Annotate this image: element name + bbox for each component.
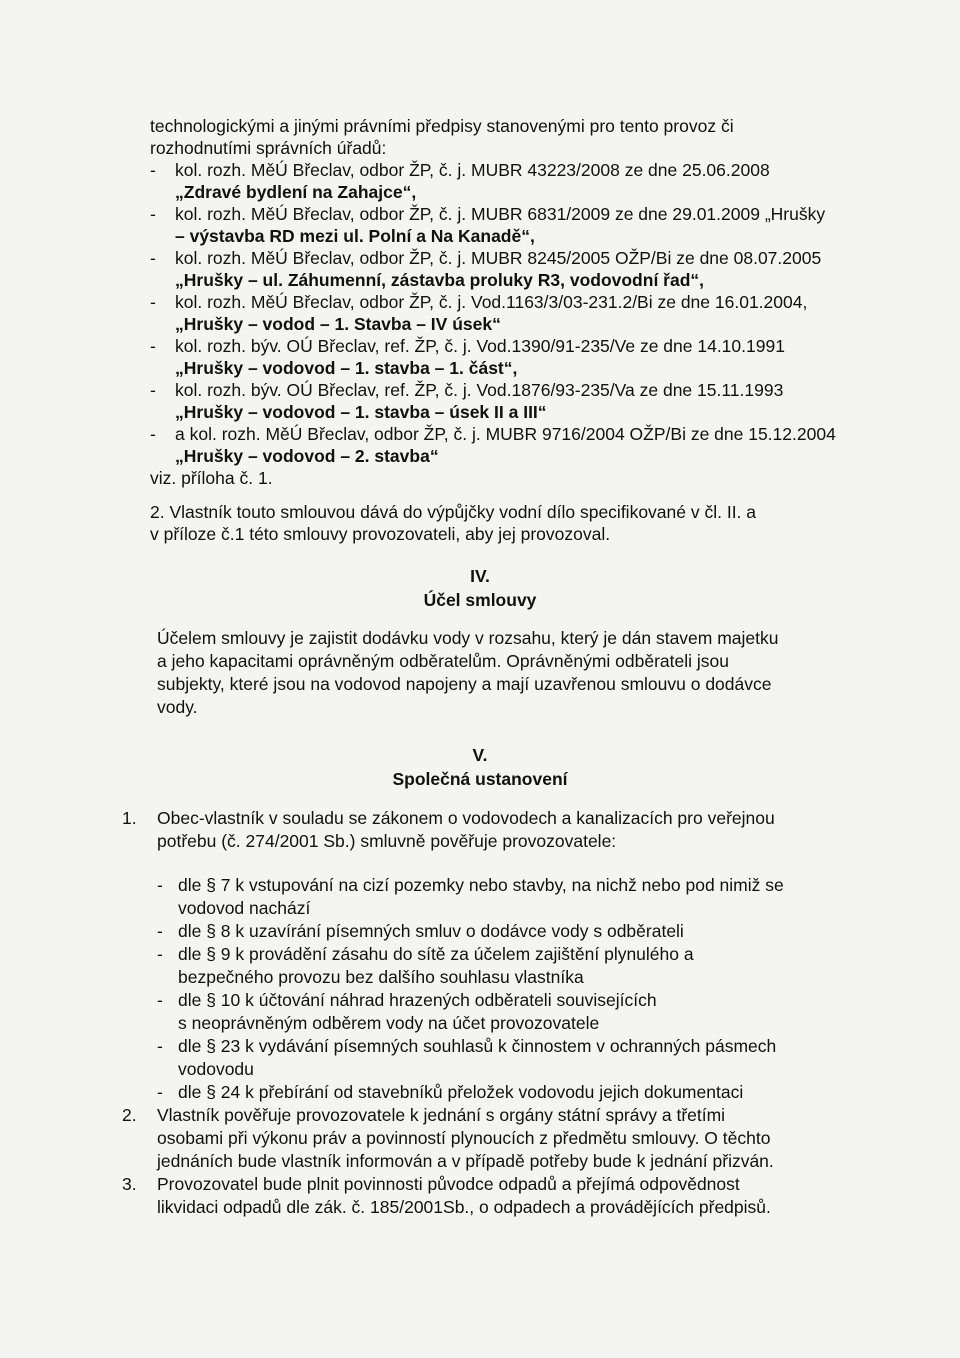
bullet-text: dle § 23 k vydávání písemných souhlasů k činnostem v ochranných pásmech bbox=[178, 1036, 777, 1056]
decision-name: „Hrušky – ul. Záhumenní, zástavba proluky R3, vodovodní řad“, bbox=[175, 270, 705, 290]
bullet-text: vodovod nachází bbox=[178, 898, 311, 918]
section-iv-number: IV. bbox=[470, 566, 490, 586]
decision-dash: - bbox=[150, 160, 156, 180]
section-v-number: V. bbox=[472, 745, 488, 765]
decision-name: „Hrušky – vodovod – 1. stavba – 1. část“, bbox=[175, 358, 518, 378]
bullet-text: bezpečného provozu bez dalšího souhlasu vlastníka bbox=[178, 967, 584, 987]
point-2-line-2: v příloze č.1 této smlouvy provozovateli, aby jej provozoval. bbox=[150, 524, 611, 544]
bullet-text: dle § 10 k účtování náhrad hrazených odběrateli souvisejících bbox=[178, 990, 657, 1010]
decision-dash: - bbox=[150, 336, 156, 356]
decision-ref: kol. rozh. MěÚ Břeclav, odbor ŽP, č. j. MUBR 43223/2008 ze dne 25.06.2008 bbox=[175, 160, 770, 180]
decision-dash: - bbox=[150, 248, 156, 268]
decision-name: „Zdravé bydlení na Zahajce“, bbox=[175, 182, 417, 202]
point-2-number: 2. bbox=[122, 1105, 137, 1125]
decision-ref: a kol. rozh. MěÚ Břeclav, odbor ŽP, č. j. MUBR 9716/2004 OŽP/Bi ze dne 15.12.2004 bbox=[175, 424, 836, 444]
decision-ref: kol. rozh. MěÚ Břeclav, odbor ŽP, č. j. MUBR 8245/2005 OŽP/Bi ze dne 08.07.2005 bbox=[175, 248, 822, 268]
bullet-dash: - bbox=[157, 944, 163, 964]
decision-dash: - bbox=[150, 292, 156, 312]
bullet-dash: - bbox=[157, 1036, 163, 1056]
section-iv-line-2: a jeho kapacitami oprávněným odběratelům. Oprávněnými odběrateli jsou bbox=[157, 651, 729, 671]
bullet-dash: - bbox=[157, 1082, 163, 1102]
section-iv-line-1: Účelem smlouvy je zajistit dodávku vody v rozsahu, který je dán stavem majetku bbox=[157, 628, 779, 648]
bullet-text: vodovodu bbox=[178, 1059, 254, 1079]
bullet-dash: - bbox=[157, 990, 163, 1010]
decision-ref: kol. rozh. býv. OÚ Břeclav, ref. ŽP, č. j. Vod.1390/91-235/Ve ze dne 14.10.1991 bbox=[175, 336, 785, 356]
point-3-number: 3. bbox=[122, 1174, 137, 1194]
section-v-title: Společná ustanovení bbox=[392, 769, 568, 789]
decision-ref: kol. rozh. MěÚ Břeclav, odbor ŽP, č. j. Vod.1163/3/03-231.2/Bi ze dne 16.01.2004, bbox=[175, 292, 808, 312]
intro-line-2: rozhodnutími správních úřadů: bbox=[150, 138, 387, 158]
decision-name: – výstavba RD mezi ul. Polní a Na Kanadě“, bbox=[175, 226, 535, 246]
point-2-text: jednáních bude vlastník informován a v případě potřeby bude k jednání přizván. bbox=[157, 1151, 774, 1171]
point-2-line-1: 2. Vlastník touto smlouvou dává do výpůjčky vodní dílo specifikované v čl. II. a bbox=[150, 502, 757, 522]
decision-name: „Hrušky – vodovod – 2. stavba“ bbox=[175, 446, 439, 466]
point-1-number: 1. bbox=[122, 808, 137, 828]
point-2-text: Vlastník pověřuje provozovatele k jednání s orgány státní správy a třetími bbox=[157, 1105, 726, 1125]
bullet-text: dle § 7 k vstupování na cizí pozemky nebo stavby, na nichž nebo pod nimiž se bbox=[178, 875, 784, 895]
point-3-text: likvidaci odpadů dle zák. č. 185/2001Sb., o odpadech a provádějících předpisů. bbox=[157, 1197, 771, 1217]
point-1-line-2: potřebu (č. 274/2001 Sb.) smluvně pověřuje provozovatele: bbox=[157, 831, 617, 851]
decision-name: „Hrušky – vodovod – 1. stavba – úsek II a III“ bbox=[175, 402, 547, 422]
point-2-text: osobami při výkonu práv a povinností plynoucích z předmětu smlouvy. O těchto bbox=[157, 1128, 771, 1148]
bullet-dash: - bbox=[157, 921, 163, 941]
intro-line-1: technologickými a jinými právními předpisy stanovenými pro tento provoz či bbox=[150, 116, 734, 136]
bullet-dash: - bbox=[157, 875, 163, 895]
decision-name: „Hrušky – vodod – 1. Stavba – IV úsek“ bbox=[175, 314, 501, 334]
annex-reference: viz. příloha č. 1. bbox=[150, 468, 273, 488]
bullet-text: dle § 24 k přebírání od stavebníků přeložek vodovodu jejich dokumentaci bbox=[178, 1082, 744, 1102]
bullet-text: dle § 8 k uzavírání písemných smluv o dodávce vody s odběrateli bbox=[178, 921, 684, 941]
point-1-line-1: Obec-vlastník v souladu se zákonem o vodovodech a kanalizacích pro veřejnou bbox=[157, 808, 775, 828]
decision-dash: - bbox=[150, 424, 156, 444]
decision-dash: - bbox=[150, 380, 156, 400]
bullet-text: dle § 9 k provádění zásahu do sítě za účelem zajištění plynulého a bbox=[178, 944, 694, 964]
decision-ref: kol. rozh. býv. OÚ Břeclav, ref. ŽP, č. j. Vod.1876/93-235/Va ze dne 15.11.1993 bbox=[175, 380, 784, 400]
section-iv-line-4: vody. bbox=[157, 697, 198, 717]
decision-ref: kol. rozh. MěÚ Břeclav, odbor ŽP, č. j. MUBR 6831/2009 ze dne 29.01.2009 „Hrušky bbox=[175, 204, 826, 224]
section-iv-title: Účel smlouvy bbox=[423, 590, 537, 610]
bullet-text: s neoprávněným odběrem vody na účet provozovatele bbox=[178, 1013, 600, 1033]
section-iv-line-3: subjekty, které jsou na vodovod napojeny a mají uzavřenou smlouvu o dodávce bbox=[157, 674, 772, 694]
point-3-text: Provozovatel bude plnit povinnosti původce odpadů a přejímá odpovědnost bbox=[157, 1174, 740, 1194]
decision-dash: - bbox=[150, 204, 156, 224]
